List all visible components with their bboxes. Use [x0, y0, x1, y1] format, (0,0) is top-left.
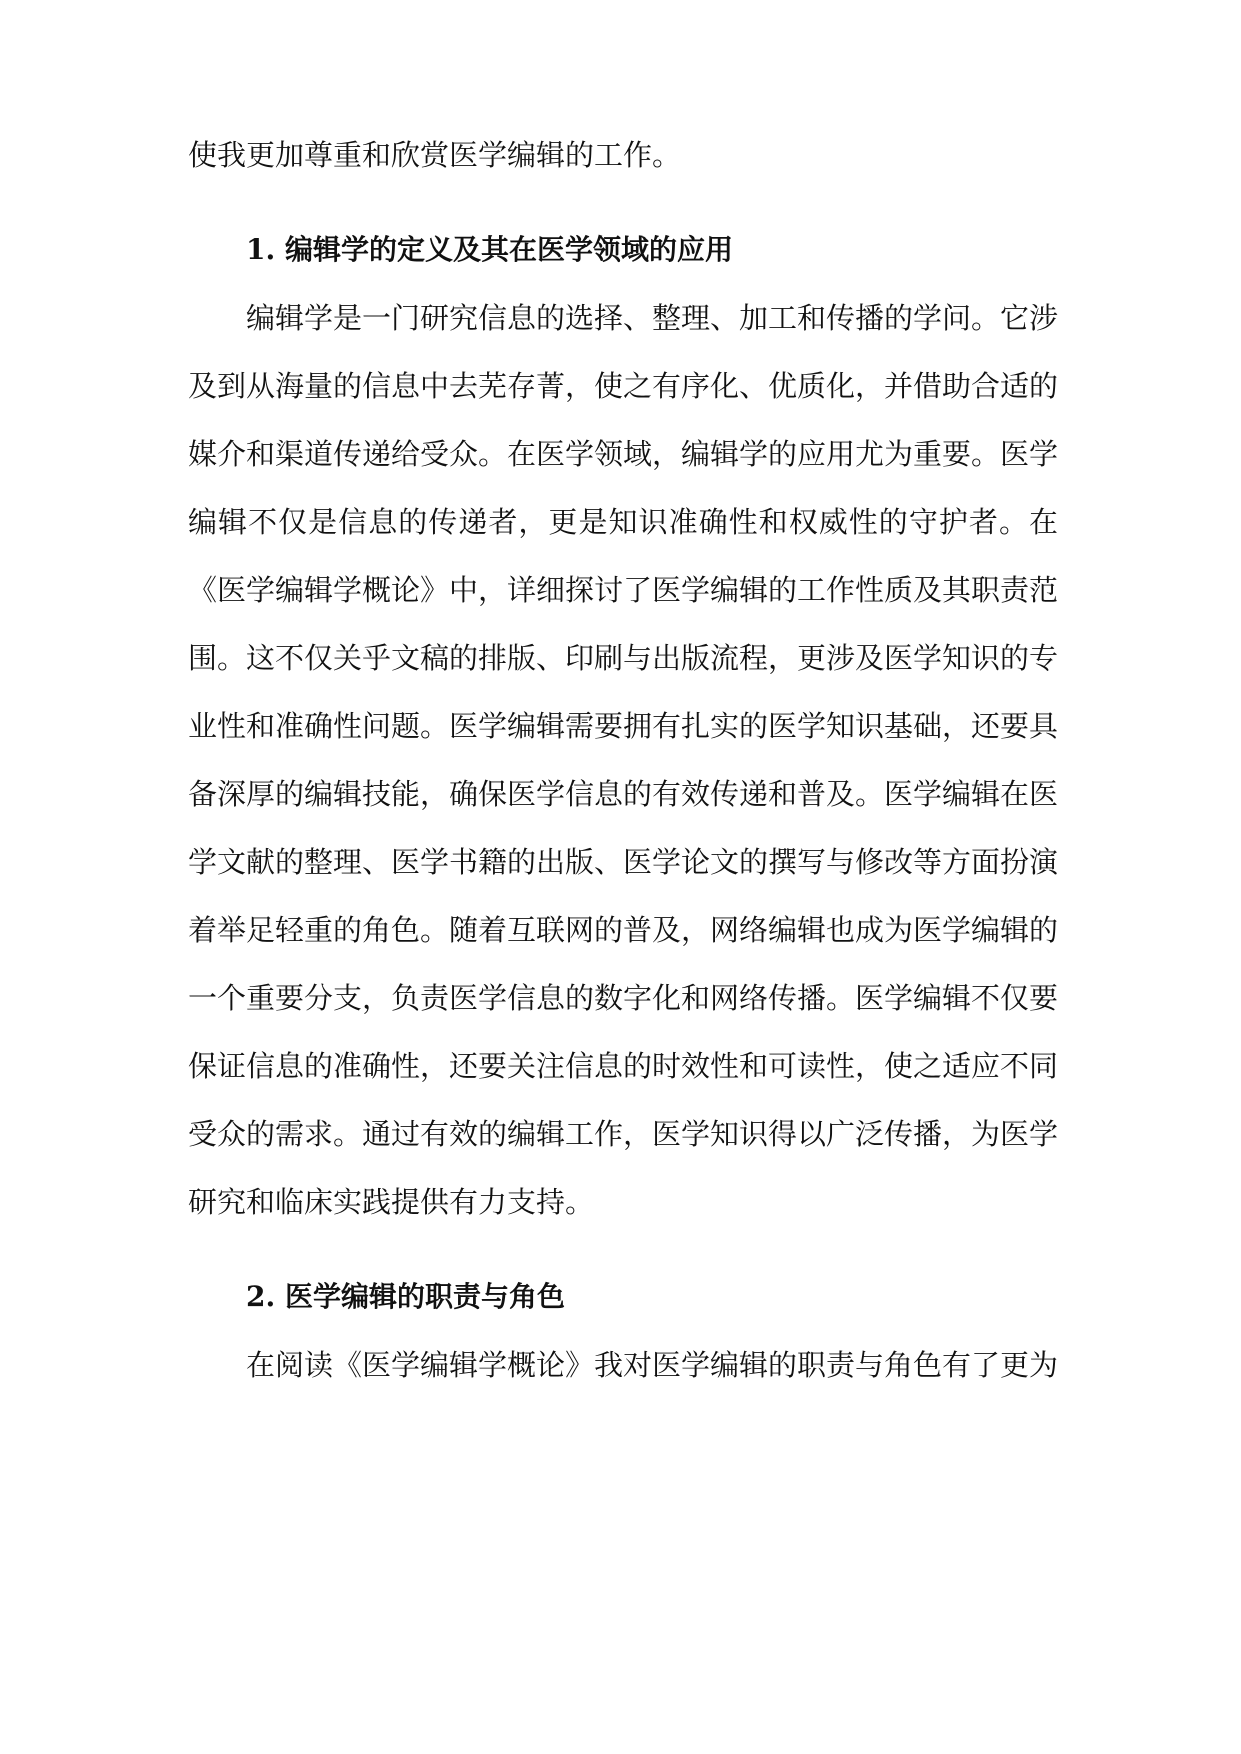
- intro-paragraph-line: 使我更加尊重和欣赏医学编辑的工作。: [188, 138, 682, 172]
- section-1-line: 研究和临床实践提供有力支持。: [188, 1185, 595, 1219]
- section-2-heading: 2. 医学编辑的职责与角色: [246, 1280, 565, 1313]
- section-1-line: 一个重要分支，负责医学信息的数字化和网络传播。医学编辑不仅要: [188, 981, 1058, 1015]
- section-2-line: 在阅读《医学编辑学概论》我对医学编辑的职责与角色有了更为: [246, 1348, 1058, 1382]
- section-1-line: 媒介和渠道传递给受众。在医学领域，编辑学的应用尤为重要。医学: [188, 437, 1058, 471]
- section-1-line: 围。这不仅关乎文稿的排版、印刷与出版流程，更涉及医学知识的专: [188, 641, 1058, 675]
- section-1-heading: 1. 编辑学的定义及其在医学领域的应用: [246, 233, 733, 266]
- section-1-line: 《医学编辑学概论》中，详细探讨了医学编辑的工作性质及其职责范: [188, 573, 1058, 607]
- section-1-line: 保证信息的准确性，还要关注信息的时效性和可读性，使之适应不同: [188, 1049, 1058, 1083]
- section-1-line: 及到从海量的信息中去芜存菁，使之有序化、优质化，并借助合适的: [188, 369, 1058, 403]
- section-1-line: 学文献的整理、医学书籍的出版、医学论文的撰写与修改等方面扮演: [188, 845, 1058, 879]
- section-1-line: 受众的需求。通过有效的编辑工作，医学知识得以广泛传播，为医学: [188, 1117, 1058, 1151]
- section-1-line: 业性和准确性问题。医学编辑需要拥有扎实的医学知识基础，还要具: [188, 709, 1058, 743]
- section-1-line: 编辑不仅是信息的传递者，更是知识准确性和权威性的守护者。在: [188, 505, 1058, 539]
- section-1-line: 着举足轻重的角色。随着互联网的普及，网络编辑也成为医学编辑的: [188, 913, 1058, 947]
- section-1-line: 编辑学是一门研究信息的选择、整理、加工和传播的学问。它涉: [246, 301, 1058, 335]
- section-1-line: 备深厚的编辑技能，确保医学信息的有效传递和普及。医学编辑在医: [188, 777, 1058, 811]
